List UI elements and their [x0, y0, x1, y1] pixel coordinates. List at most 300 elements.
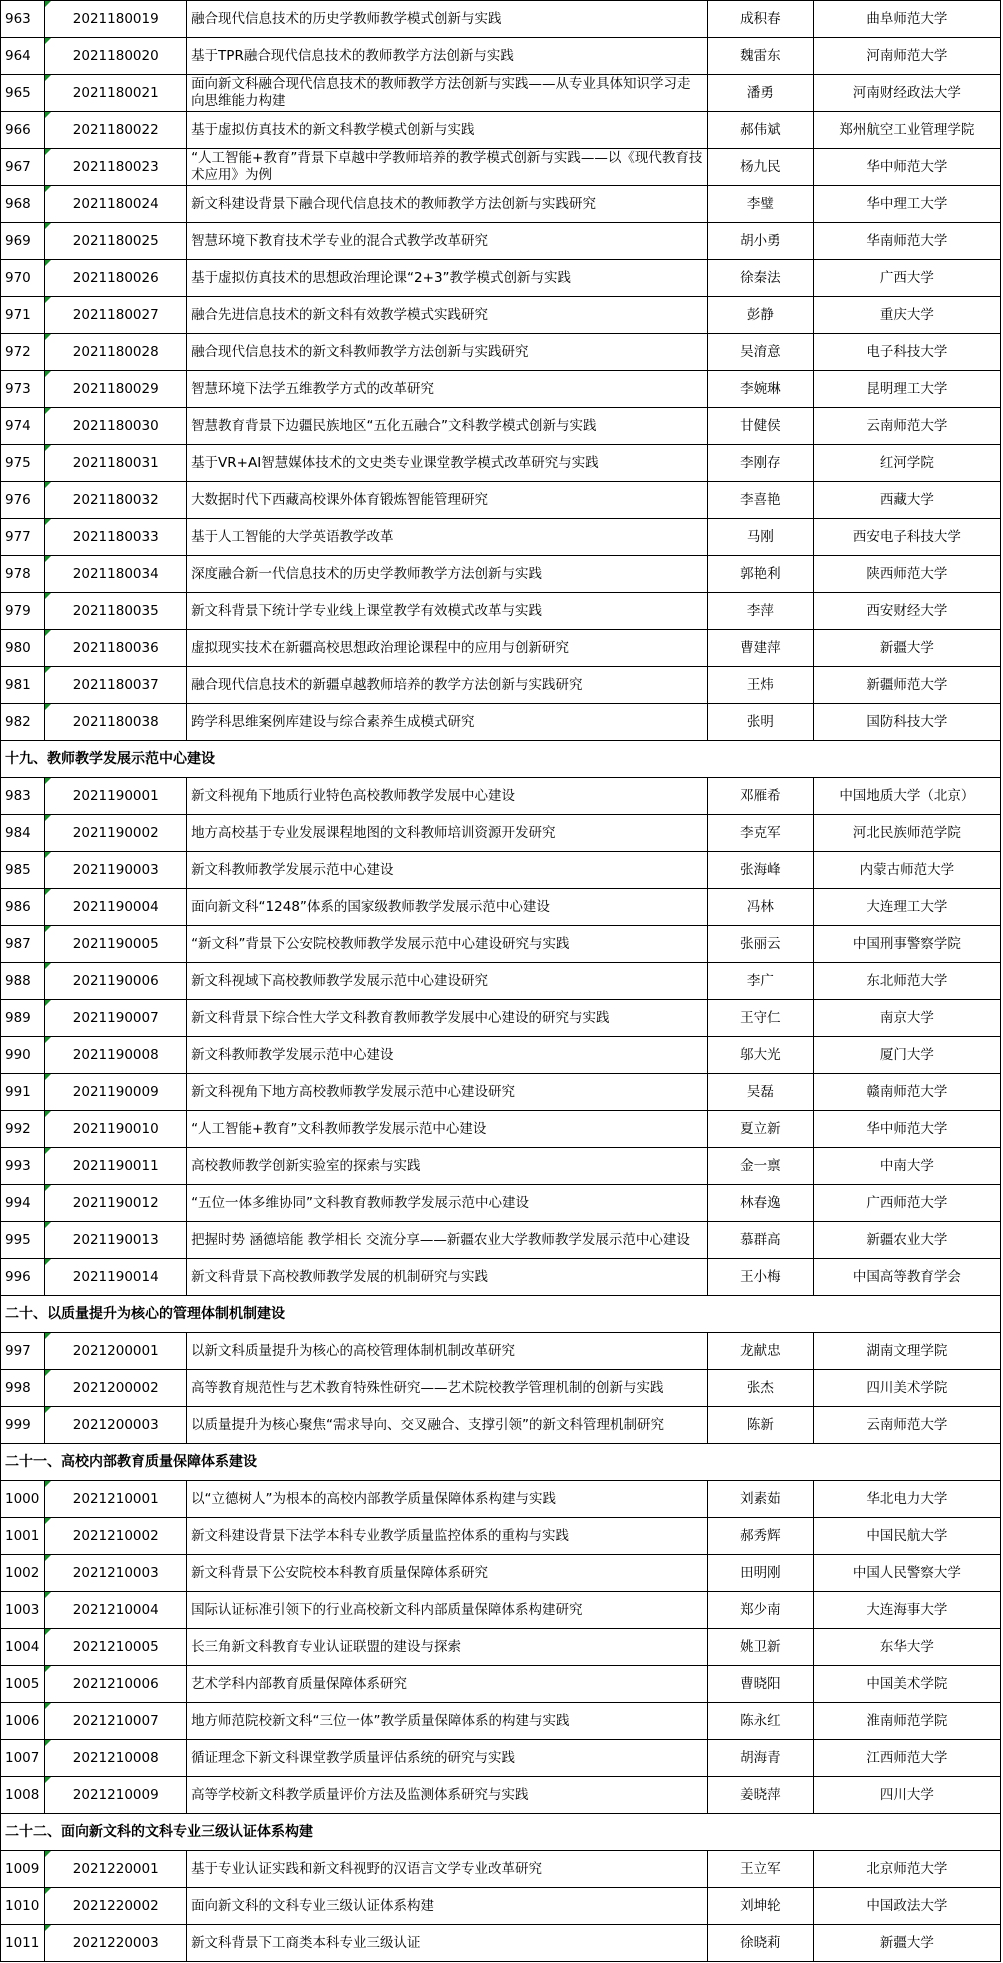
institution: 华中理工大学	[813, 186, 1000, 223]
institution: 河南财经政法大学	[813, 75, 1000, 112]
project-name: 基于人工智能的大学英语教学改革	[187, 519, 708, 556]
project-leader: 李璧	[708, 186, 814, 223]
project-code: 2021180036	[45, 630, 187, 667]
institution: 中国人民警察大学	[813, 1555, 1000, 1592]
project-name: 新文科背景下高校教师教学发展的机制研究与实践	[187, 1259, 708, 1296]
row-number: 983	[1, 778, 45, 815]
institution: 东北师范大学	[813, 963, 1000, 1000]
project-leader: 马刚	[708, 519, 814, 556]
project-name: 新文科建设背景下法学本科专业教学质量监控体系的重构与实践	[187, 1518, 708, 1555]
project-code: 2021180020	[45, 38, 187, 75]
project-code: 2021190005	[45, 926, 187, 963]
row-number: 986	[1, 889, 45, 926]
table-row	[1, 112, 1001, 149]
institution: 云南师范大学	[813, 1407, 1000, 1444]
project-code: 2021180022	[45, 112, 187, 149]
project-name: 以新文科质量提升为核心的高校管理体制机制改革研究	[187, 1333, 708, 1370]
project-name: 艺术学科内部教育质量保障体系研究	[187, 1666, 708, 1703]
project-leader: 曹晓阳	[708, 1666, 814, 1703]
institution: 内蒙古师范大学	[813, 852, 1000, 889]
section-title: 二十一、高校内部教育质量保障体系建设	[1, 1444, 1001, 1481]
project-leader: 龙献忠	[708, 1333, 814, 1370]
project-leader: 张海峰	[708, 852, 814, 889]
table-row	[1, 926, 1001, 963]
project-leader: 李喜艳	[708, 482, 814, 519]
row-number: 1004	[1, 1629, 45, 1666]
table-row	[1, 1518, 1001, 1555]
row-number: 995	[1, 1222, 45, 1259]
institution: 红河学院	[813, 445, 1000, 482]
project-name: 长三角新文科教育专业认证联盟的建设与探索	[187, 1629, 708, 1666]
row-number: 1000	[1, 1481, 45, 1518]
project-leader: 慕群高	[708, 1222, 814, 1259]
table-row	[1, 1185, 1001, 1222]
row-number: 1011	[1, 1925, 45, 1962]
institution: 中南大学	[813, 1148, 1000, 1185]
project-name: 基于虚拟仿真技术的新文科教学模式创新与实践	[187, 112, 708, 149]
project-name: 新文科背景下综合性大学文科教育教师教学发展中心建设的研究与实践	[187, 1000, 708, 1037]
row-number: 963	[1, 1, 45, 38]
institution: 华南师范大学	[813, 223, 1000, 260]
table-row	[1, 1666, 1001, 1703]
project-name: 面向新文科“1248”体系的国家级教师教学发展示范中心建设	[187, 889, 708, 926]
project-code: 2021190010	[45, 1111, 187, 1148]
project-leader: 李婉琳	[708, 371, 814, 408]
table-row	[1, 1, 1001, 38]
table-row	[1, 260, 1001, 297]
row-number: 996	[1, 1259, 45, 1296]
project-code: 2021200001	[45, 1333, 187, 1370]
institution: 中国刑事警察学院	[813, 926, 1000, 963]
project-name: 大数据时代下西藏高校课外体育锻炼智能管理研究	[187, 482, 708, 519]
table-row	[1, 149, 1001, 186]
project-code: 2021180024	[45, 186, 187, 223]
table-row	[1, 1481, 1001, 1518]
institution: 中国美术学院	[813, 1666, 1000, 1703]
table-row	[1, 1740, 1001, 1777]
institution: 四川大学	[813, 1777, 1000, 1814]
project-code: 2021180028	[45, 334, 187, 371]
row-number: 997	[1, 1333, 45, 1370]
institution: 淮南师范学院	[813, 1703, 1000, 1740]
project-leader: 胡海青	[708, 1740, 814, 1777]
institution: 郑州航空工业管理学院	[813, 112, 1000, 149]
table-row	[1, 186, 1001, 223]
row-number: 987	[1, 926, 45, 963]
institution: 东华大学	[813, 1629, 1000, 1666]
row-number: 988	[1, 963, 45, 1000]
project-code: 2021180019	[45, 1, 187, 38]
row-number: 993	[1, 1148, 45, 1185]
row-number: 994	[1, 1185, 45, 1222]
project-leader: 刘素茹	[708, 1481, 814, 1518]
row-number: 977	[1, 519, 45, 556]
table-row	[1, 667, 1001, 704]
institution: 西安财经大学	[813, 593, 1000, 630]
project-name: 深度融合新一代信息技术的历史学教师教学方法创新与实践	[187, 556, 708, 593]
institution: 湖南文理学院	[813, 1333, 1000, 1370]
row-number: 984	[1, 815, 45, 852]
row-number: 972	[1, 334, 45, 371]
project-code: 2021180030	[45, 408, 187, 445]
institution: 新疆农业大学	[813, 1222, 1000, 1259]
project-name: “五位一体多维协同”文科教育教师教学发展示范中心建设	[187, 1185, 708, 1222]
project-name: 基于TPR融合现代信息技术的教师教学方法创新与实践	[187, 38, 708, 75]
institution: 陕西师范大学	[813, 556, 1000, 593]
project-code: 2021180035	[45, 593, 187, 630]
institution: 中国地质大学（北京）	[813, 778, 1000, 815]
row-number: 979	[1, 593, 45, 630]
project-code: 2021190009	[45, 1074, 187, 1111]
row-number: 965	[1, 75, 45, 112]
row-number: 980	[1, 630, 45, 667]
row-number: 990	[1, 1037, 45, 1074]
project-leader: 张明	[708, 704, 814, 741]
project-code: 2021180021	[45, 75, 187, 112]
project-leader: 郝伟斌	[708, 112, 814, 149]
project-name: 新文科背景下统计学专业线上课堂教学有效模式改革与实践	[187, 593, 708, 630]
row-number: 992	[1, 1111, 45, 1148]
project-code: 2021210005	[45, 1629, 187, 1666]
table-row	[1, 1148, 1001, 1185]
project-leader: 姜晓萍	[708, 1777, 814, 1814]
row-number: 999	[1, 1407, 45, 1444]
project-code: 2021190011	[45, 1148, 187, 1185]
row-number: 1006	[1, 1703, 45, 1740]
table-row	[1, 593, 1001, 630]
project-code: 2021180029	[45, 371, 187, 408]
project-name: 跨学科思维案例库建设与综合素养生成模式研究	[187, 704, 708, 741]
institution: 西安电子科技大学	[813, 519, 1000, 556]
institution: 中国高等教育学会	[813, 1259, 1000, 1296]
project-code: 2021210008	[45, 1740, 187, 1777]
table-row	[1, 1777, 1001, 1814]
project-name: 以质量提升为核心聚焦“需求导向、交叉融合、支撑引领”的新文科管理机制研究	[187, 1407, 708, 1444]
institution: 新疆师范大学	[813, 667, 1000, 704]
row-number: 1009	[1, 1851, 45, 1888]
table-row	[1, 778, 1001, 815]
project-code: 2021180037	[45, 667, 187, 704]
project-name: 新文科视域下高校教师教学发展示范中心建设研究	[187, 963, 708, 1000]
project-name: 融合现代信息技术的历史学教师教学模式创新与实践	[187, 1, 708, 38]
institution: 重庆大学	[813, 297, 1000, 334]
institution: 中国民航大学	[813, 1518, 1000, 1555]
project-leader: 郑少南	[708, 1592, 814, 1629]
project-leader: 甘健侯	[708, 408, 814, 445]
project-name: 融合先进信息技术的新文科有效教学模式实践研究	[187, 297, 708, 334]
project-name: 新文科建设背景下融合现代信息技术的教师教学方法创新与实践研究	[187, 186, 708, 223]
project-leader: 徐秦法	[708, 260, 814, 297]
row-number: 971	[1, 297, 45, 334]
section-heading-row	[1, 1444, 1001, 1481]
row-number: 998	[1, 1370, 45, 1407]
table-row	[1, 889, 1001, 926]
project-code: 2021180034	[45, 556, 187, 593]
project-name: 基于专业认证实践和新文科视野的汉语言文学专业改革研究	[187, 1851, 708, 1888]
project-code: 2021200002	[45, 1370, 187, 1407]
project-code: 2021190004	[45, 889, 187, 926]
row-number: 975	[1, 445, 45, 482]
section-heading-row	[1, 1814, 1001, 1851]
project-code: 2021180032	[45, 482, 187, 519]
project-code: 2021210004	[45, 1592, 187, 1629]
table-row	[1, 1000, 1001, 1037]
table-row	[1, 1851, 1001, 1888]
institution: 云南师范大学	[813, 408, 1000, 445]
project-name: 面向新文科的文科专业三级认证体系构建	[187, 1888, 708, 1925]
section-heading-row	[1, 1296, 1001, 1333]
project-leader: 胡小勇	[708, 223, 814, 260]
project-name: 以“立德树人”为根本的高校内部教学质量保障体系构建与实践	[187, 1481, 708, 1518]
row-number: 1005	[1, 1666, 45, 1703]
project-leader: 曹建萍	[708, 630, 814, 667]
table-row	[1, 1592, 1001, 1629]
row-number: 985	[1, 852, 45, 889]
project-name: 高校教师教学创新实验室的探索与实践	[187, 1148, 708, 1185]
row-number: 970	[1, 260, 45, 297]
project-leader: 张丽云	[708, 926, 814, 963]
project-leader: 姚卫新	[708, 1629, 814, 1666]
institution: 四川美术学院	[813, 1370, 1000, 1407]
project-name: 智慧教育背景下边疆民族地区“五化五融合”文科教学模式创新与实践	[187, 408, 708, 445]
project-leader: 邬大光	[708, 1037, 814, 1074]
project-code: 2021210007	[45, 1703, 187, 1740]
project-leader: 杨九民	[708, 149, 814, 186]
table-row	[1, 630, 1001, 667]
project-name: 新文科教师教学发展示范中心建设	[187, 1037, 708, 1074]
table-row	[1, 1037, 1001, 1074]
table-row	[1, 852, 1001, 889]
table-row	[1, 297, 1001, 334]
project-code: 2021180027	[45, 297, 187, 334]
row-number: 969	[1, 223, 45, 260]
row-number: 1002	[1, 1555, 45, 1592]
project-code: 2021210001	[45, 1481, 187, 1518]
table-row	[1, 519, 1001, 556]
project-code: 2021190012	[45, 1185, 187, 1222]
project-code: 2021190007	[45, 1000, 187, 1037]
project-name: 基于VR+AI智慧媒体技术的文史类专业课堂教学模式改革研究与实践	[187, 445, 708, 482]
table-row	[1, 223, 1001, 260]
row-number: 982	[1, 704, 45, 741]
project-code: 2021180038	[45, 704, 187, 741]
project-name: “新文科”背景下公安院校教师教学发展示范中心建设研究与实践	[187, 926, 708, 963]
row-number: 1001	[1, 1518, 45, 1555]
project-leader: 郝秀辉	[708, 1518, 814, 1555]
table-row	[1, 1925, 1001, 1962]
project-code: 2021180023	[45, 149, 187, 186]
project-leader: 夏立新	[708, 1111, 814, 1148]
project-leader: 王立军	[708, 1851, 814, 1888]
project-name: 新文科视角下地方高校教师教学发展示范中心建设研究	[187, 1074, 708, 1111]
table-row	[1, 556, 1001, 593]
table-row	[1, 1703, 1001, 1740]
project-leader: 成积春	[708, 1, 814, 38]
project-leader: 陈永红	[708, 1703, 814, 1740]
table-row	[1, 1333, 1001, 1370]
institution: 曲阜师范大学	[813, 1, 1000, 38]
project-name: 新文科背景下公安院校本科教育质量保障体系研究	[187, 1555, 708, 1592]
project-name: 新文科背景下工商类本科专业三级认证	[187, 1925, 708, 1962]
project-leader: 潘勇	[708, 75, 814, 112]
project-leader: 徐晓莉	[708, 1925, 814, 1962]
table-row	[1, 1407, 1001, 1444]
project-code: 2021190008	[45, 1037, 187, 1074]
institution: 中国政法大学	[813, 1888, 1000, 1925]
row-number: 981	[1, 667, 45, 704]
table-row	[1, 1222, 1001, 1259]
row-number: 991	[1, 1074, 45, 1111]
institution: 北京师范大学	[813, 1851, 1000, 1888]
institution: 华北电力大学	[813, 1481, 1000, 1518]
row-number: 966	[1, 112, 45, 149]
institution: 河南师范大学	[813, 38, 1000, 75]
project-name: 新文科视角下地质行业特色高校教师教学发展中心建设	[187, 778, 708, 815]
project-name: 面向新文科融合现代信息技术的教师教学方法创新与实践——从专业具体知识学习走向思维能力构建	[187, 75, 708, 112]
institution: 南京大学	[813, 1000, 1000, 1037]
project-name: “人工智能+教育”文科教师教学发展示范中心建设	[187, 1111, 708, 1148]
table-row	[1, 1370, 1001, 1407]
institution: 国防科技大学	[813, 704, 1000, 741]
project-name: 地方高校基于专业发展课程地图的文科教师培训资源开发研究	[187, 815, 708, 852]
project-code: 2021190003	[45, 852, 187, 889]
project-code: 2021180026	[45, 260, 187, 297]
institution: 河北民族师范学院	[813, 815, 1000, 852]
institution: 新疆大学	[813, 1925, 1000, 1962]
institution: 广西大学	[813, 260, 1000, 297]
project-code: 2021210006	[45, 1666, 187, 1703]
project-code: 2021210002	[45, 1518, 187, 1555]
project-name: 高等学校新文科教学质量评价方法及监测体系研究与实践	[187, 1777, 708, 1814]
table-row	[1, 1111, 1001, 1148]
project-name: 把握时势 涵德培能 教学相长 交流分享——新疆农业大学教师教学发展示范中心建设	[187, 1222, 708, 1259]
row-number: 989	[1, 1000, 45, 1037]
project-code: 2021220002	[45, 1888, 187, 1925]
project-leader: 李克军	[708, 815, 814, 852]
institution: 广西师范大学	[813, 1185, 1000, 1222]
row-number: 964	[1, 38, 45, 75]
table-row	[1, 1074, 1001, 1111]
table-row	[1, 334, 1001, 371]
row-number: 978	[1, 556, 45, 593]
project-leader: 魏雷东	[708, 38, 814, 75]
project-code: 2021220001	[45, 1851, 187, 1888]
table-row	[1, 38, 1001, 75]
project-code: 2021190001	[45, 778, 187, 815]
row-number: 1010	[1, 1888, 45, 1925]
project-leader: 王小梅	[708, 1259, 814, 1296]
table-row	[1, 1629, 1001, 1666]
project-name: 循证理念下新文科课堂教学质量评估系统的研究与实践	[187, 1740, 708, 1777]
row-number: 968	[1, 186, 45, 223]
row-number: 974	[1, 408, 45, 445]
project-code: 2021190006	[45, 963, 187, 1000]
project-leader: 陈新	[708, 1407, 814, 1444]
project-name: 智慧环境下教育技术学专业的混合式教学改革研究	[187, 223, 708, 260]
institution: 西藏大学	[813, 482, 1000, 519]
project-leader: 冯林	[708, 889, 814, 926]
project-code: 2021190014	[45, 1259, 187, 1296]
table-row	[1, 371, 1001, 408]
section-heading-row	[1, 741, 1001, 778]
institution: 赣南师范大学	[813, 1074, 1000, 1111]
project-leader: 金一禀	[708, 1148, 814, 1185]
table-row	[1, 704, 1001, 741]
project-name: 基于虚拟仿真技术的思想政治理论课“2+3”教学模式创新与实践	[187, 260, 708, 297]
row-number: 1007	[1, 1740, 45, 1777]
institution: 厦门大学	[813, 1037, 1000, 1074]
institution: 电子科技大学	[813, 334, 1000, 371]
project-leader: 吴磊	[708, 1074, 814, 1111]
project-code: 2021200003	[45, 1407, 187, 1444]
institution: 江西师范大学	[813, 1740, 1000, 1777]
project-name: 融合现代信息技术的新文科教师教学方法创新与实践研究	[187, 334, 708, 371]
table-row	[1, 963, 1001, 1000]
institution: 华中师范大学	[813, 149, 1000, 186]
project-leader: 林春逸	[708, 1185, 814, 1222]
row-number: 967	[1, 149, 45, 186]
section-title: 二十、以质量提升为核心的管理体制机制建设	[1, 1296, 1001, 1333]
project-name: 融合现代信息技术的新疆卓越教师培养的教学方法创新与实践研究	[187, 667, 708, 704]
table-row	[1, 815, 1001, 852]
project-code: 2021180025	[45, 223, 187, 260]
row-number: 1003	[1, 1592, 45, 1629]
section-title: 二十二、面向新文科的文科专业三级认证体系构建	[1, 1814, 1001, 1851]
project-code: 2021190002	[45, 815, 187, 852]
project-leader: 王炜	[708, 667, 814, 704]
table-row	[1, 445, 1001, 482]
project-code: 2021180033	[45, 519, 187, 556]
project-name: 智慧环境下法学五维教学方式的改革研究	[187, 371, 708, 408]
project-name: 国际认证标准引领下的行业高校新文科内部质量保障体系构建研究	[187, 1592, 708, 1629]
row-number: 976	[1, 482, 45, 519]
project-code: 2021210009	[45, 1777, 187, 1814]
row-number: 973	[1, 371, 45, 408]
institution: 昆明理工大学	[813, 371, 1000, 408]
project-leader: 李广	[708, 963, 814, 1000]
institution: 华中师范大学	[813, 1111, 1000, 1148]
table-row	[1, 1555, 1001, 1592]
project-leader: 刘坤轮	[708, 1888, 814, 1925]
project-leader: 田明刚	[708, 1555, 814, 1592]
project-leader: 李刚存	[708, 445, 814, 482]
institution: 大连海事大学	[813, 1592, 1000, 1629]
table-row	[1, 1259, 1001, 1296]
section-title: 十九、教师教学发展示范中心建设	[1, 741, 1001, 778]
project-leader: 张杰	[708, 1370, 814, 1407]
project-name: 地方师范院校新文科“三位一体”教学质量保障体系的构建与实践	[187, 1703, 708, 1740]
project-name: 虚拟现实技术在新疆高校思想政治理论课程中的应用与创新研究	[187, 630, 708, 667]
project-leader: 李萍	[708, 593, 814, 630]
project-leader: 邓雁希	[708, 778, 814, 815]
table-row	[1, 408, 1001, 445]
project-leader: 郭艳利	[708, 556, 814, 593]
project-leader: 王守仁	[708, 1000, 814, 1037]
project-code: 2021180031	[45, 445, 187, 482]
institution: 大连理工大学	[813, 889, 1000, 926]
project-name: 高等教育规范性与艺术教育特殊性研究——艺术院校教学管理机制的创新与实践	[187, 1370, 708, 1407]
project-leader: 彭静	[708, 297, 814, 334]
project-code: 2021210003	[45, 1555, 187, 1592]
institution: 新疆大学	[813, 630, 1000, 667]
project-name: 新文科教师教学发展示范中心建设	[187, 852, 708, 889]
project-code: 2021190013	[45, 1222, 187, 1259]
project-name: “人工智能+教育”背景下卓越中学教师培养的教学模式创新与实践——以《现代教育技术应用》为例	[187, 149, 708, 186]
row-number: 1008	[1, 1777, 45, 1814]
table-row	[1, 75, 1001, 112]
project-code: 2021220003	[45, 1925, 187, 1962]
table-row	[1, 1888, 1001, 1925]
